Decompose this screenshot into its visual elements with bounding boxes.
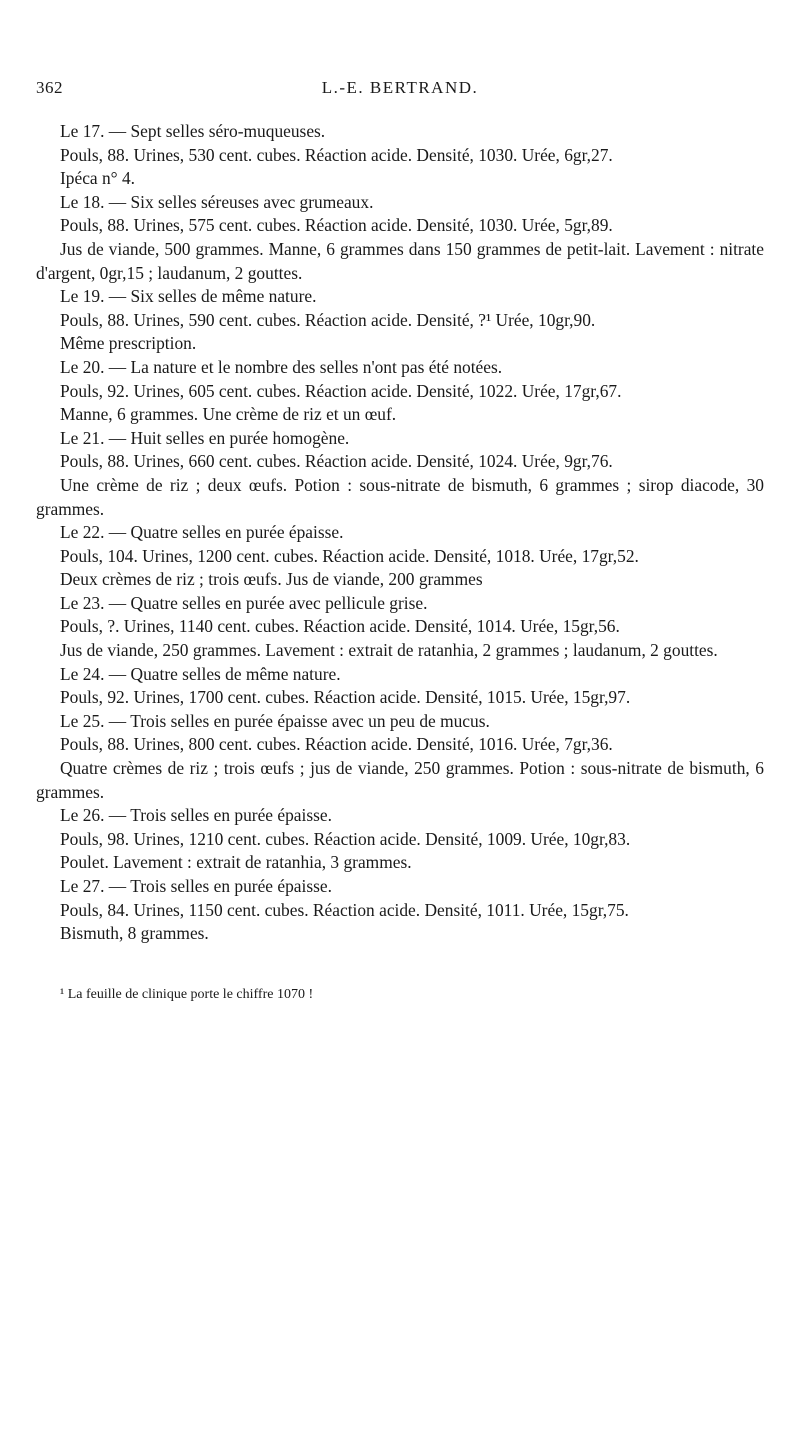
paragraph: Manne, 6 grammes. Une crème de riz et un œuf. (60, 404, 397, 425)
text-body (36, 120, 764, 946)
paragraph: Une crème de riz ; deux œufs. Potion : sous-nitrate de bismuth, 6 grammes ; sirop diacode, 30 grammes. (36, 474, 764, 519)
paragraph: Pouls, 104. Urines, 1200 cent. cubes. Réaction acide. Densité, 1018. Urée, 17gr,52. (60, 545, 639, 566)
paragraph: Pouls, 92. Urines, 605 cent. cubes. Réaction acide. Densité, 1022. Urée, 17gr,67. (60, 380, 622, 401)
paragraph: Deux crèmes de riz ; trois œufs. Jus de viande, 200 grammes (60, 569, 483, 590)
paragraph: Pouls, ?. Urines, 1140 cent. cubes. Réaction acide. Densité, 1014. Urée, 15gr,56. (60, 616, 620, 637)
paragraph: Ipéca n° 4. (60, 168, 136, 189)
paragraph: Le 24. — Quatre selles de même nature. (60, 663, 341, 684)
paragraph: Le 17. — Sept selles séro-muqueuses. (60, 121, 326, 141)
paragraph: Le 22. — Quatre selles en purée épaisse. (60, 522, 344, 543)
paragraph: Le 19. — Six selles de même nature. (60, 286, 317, 307)
paragraph: Pouls, 88. Urines, 575 cent. cubes. Réaction acide. Densité, 1030. Urée, 5gr,89. (60, 215, 613, 236)
paragraph: Bismuth, 8 grammes. (60, 923, 209, 944)
paragraph: Pouls, 88. Urines, 800 cent. cubes. Réaction acide. Densité, 1016. Urée, 7gr,36. (60, 734, 613, 755)
paragraph: Poulet. Lavement : extrait de ratanhia, 3 grammes. (60, 852, 412, 873)
paragraph: Le 21. — Huit selles en purée homogène. (60, 427, 350, 448)
paragraph: Le 27. — Trois selles en purée épaisse. (60, 876, 332, 896)
running-title: L.-E. BERTRAND. (321, 78, 479, 97)
paragraph: Pouls, 98. Urines, 1210 cent. cubes. Réaction acide. Densité, 1009. Urée, 10gr,83. (60, 828, 631, 849)
paragraph: Le 26. — Trois selles en purée épaisse. (60, 805, 332, 826)
document-page (36, 78, 764, 1004)
paragraph: Pouls, 92. Urines, 1700 cent. cubes. Réaction acide. Densité, 1015. Urée, 15gr,97. (60, 687, 631, 708)
paragraph: Quatre crèmes de riz ; trois œufs ; jus de viande, 250 grammes. Potion : sous-nitrate de bismuth, 6 grammes. (36, 758, 764, 802)
paragraph: Jus de viande, 250 grammes. Lavement : extrait de ratanhia, 2 grammes ; laudanum, 2 gouttes. (60, 640, 718, 661)
paragraph: Le 20. — La nature et le nombre des selles n'ont pas été notées. (60, 356, 503, 377)
paragraph: Pouls, 88. Urines, 530 cent. cubes. Réaction acide. Densité, 1030. Urée, 6gr,27. (60, 144, 613, 165)
paragraph: Le 25. — Trois selles en purée épaisse avec un peu de mucus. (60, 710, 490, 731)
page-number: 362 (36, 78, 63, 97)
paragraph: Pouls, 88. Urines, 660 cent. cubes. Réaction acide. Densité, 1024. Urée, 9gr,76. (60, 451, 613, 472)
footnote: ¹ La feuille de clinique porte le chiffre 1070 ! (60, 986, 314, 1002)
paragraph: Pouls, 84. Urines, 1150 cent. cubes. Réaction acide. Densité, 1011. Urée, 15gr,75. (60, 899, 629, 920)
paragraph: Pouls, 88. Urines, 590 cent. cubes. Réaction acide. Densité, ?¹ Urée, 10gr,90. (60, 309, 596, 330)
paragraph: Le 23. — Quatre selles en purée avec pellicule grise. (60, 592, 428, 613)
paragraph: Le 18. — Six selles séreuses avec grumeaux. (60, 191, 374, 212)
paragraph: Même prescription. (60, 333, 197, 354)
page-header (36, 78, 764, 108)
paragraph: Jus de viande, 500 grammes. Manne, 6 grammes dans 150 grammes de petit-lait. Lavement : nitrate d'argent, 0gr,15 ; laudanum, 2 gouttes. (36, 238, 764, 283)
